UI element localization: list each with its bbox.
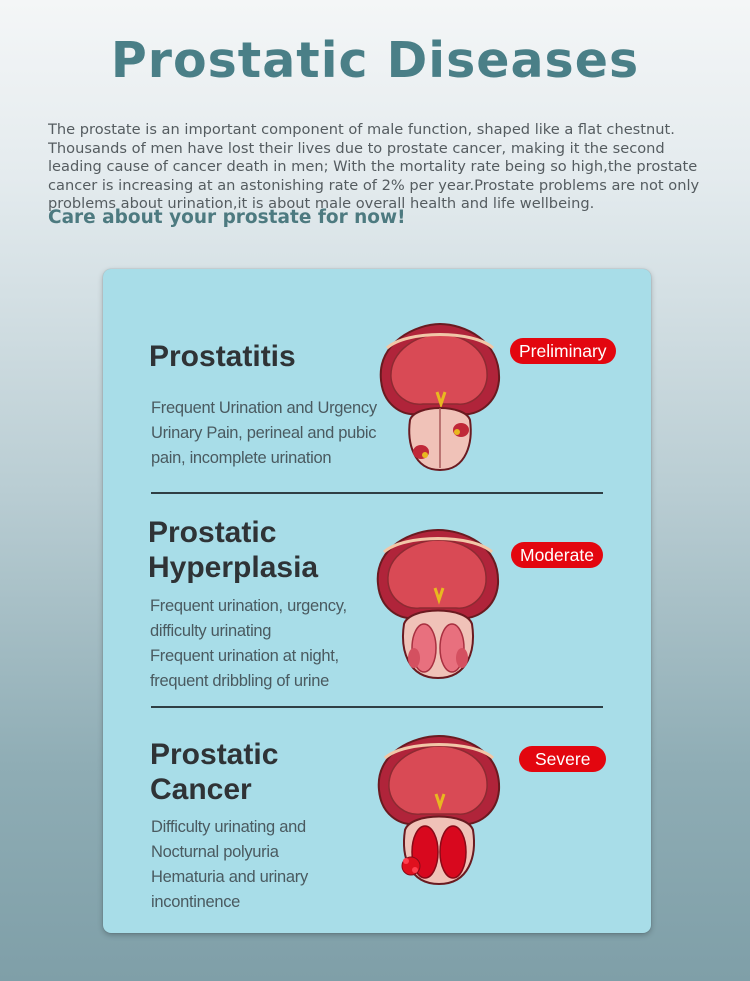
prostate-inflamed-icon [377,322,503,474]
section-title-cancer: Prostatic Cancer [150,738,279,806]
prostate-tumor-icon [373,734,503,886]
intro-line: The prostate is an important component of male function, shaped like a flat chestnut. [48,121,675,138]
desc-line: incontinence [151,893,241,911]
section-desc-hyperplasia [150,594,347,694]
intro-line: cancer is increasing at an astonishing rate of 2% per year.Prostate problems are not only [48,176,700,194]
section-desc-cancer [151,815,308,915]
intro-line: Thousands of men have lost their lives due to prostate cancer, making it the second [48,139,665,157]
section-desc-prostatitis [151,396,377,471]
desc-line: pain, incomplete urination [151,449,332,467]
call-to-action: Care about your prostate for now! [48,207,406,228]
section-title-prostatitis: Prostatitis [149,340,296,373]
prostate-enlarged-icon [374,528,502,680]
section-title-hyperplasia: Prostatic Hyperplasia [148,516,319,584]
desc-line: Difficulty urinating and [151,818,306,836]
intro-line: problems about urination,it is about male overall health and life wellbeing. [48,195,595,212]
section-divider [151,492,603,494]
desc-line: Frequent Urination and Urgency [151,399,377,417]
intro-line: leading cause of cancer death in men; With the mortality rate being so high,the prostate [48,158,698,175]
severity-badge-preliminary: Preliminary [510,338,616,364]
intro-paragraph [48,121,716,213]
severity-badge-moderate: Moderate [511,542,603,568]
desc-line: difficulty urinating [150,622,272,640]
severity-badge-severe: Severe [519,746,606,772]
desc-line: Hematuria and urinary [151,868,308,886]
desc-line: frequent dribbling of urine [150,672,330,690]
page-title: Prostatic Diseases [110,32,640,89]
desc-line: Frequent urination, urgency, [150,597,347,615]
desc-line: Frequent urination at night, [150,647,339,665]
desc-line: Nocturnal polyuria [151,843,279,861]
section-divider [151,706,603,708]
desc-line: Urinary Pain, perineal and pubic [151,424,377,442]
